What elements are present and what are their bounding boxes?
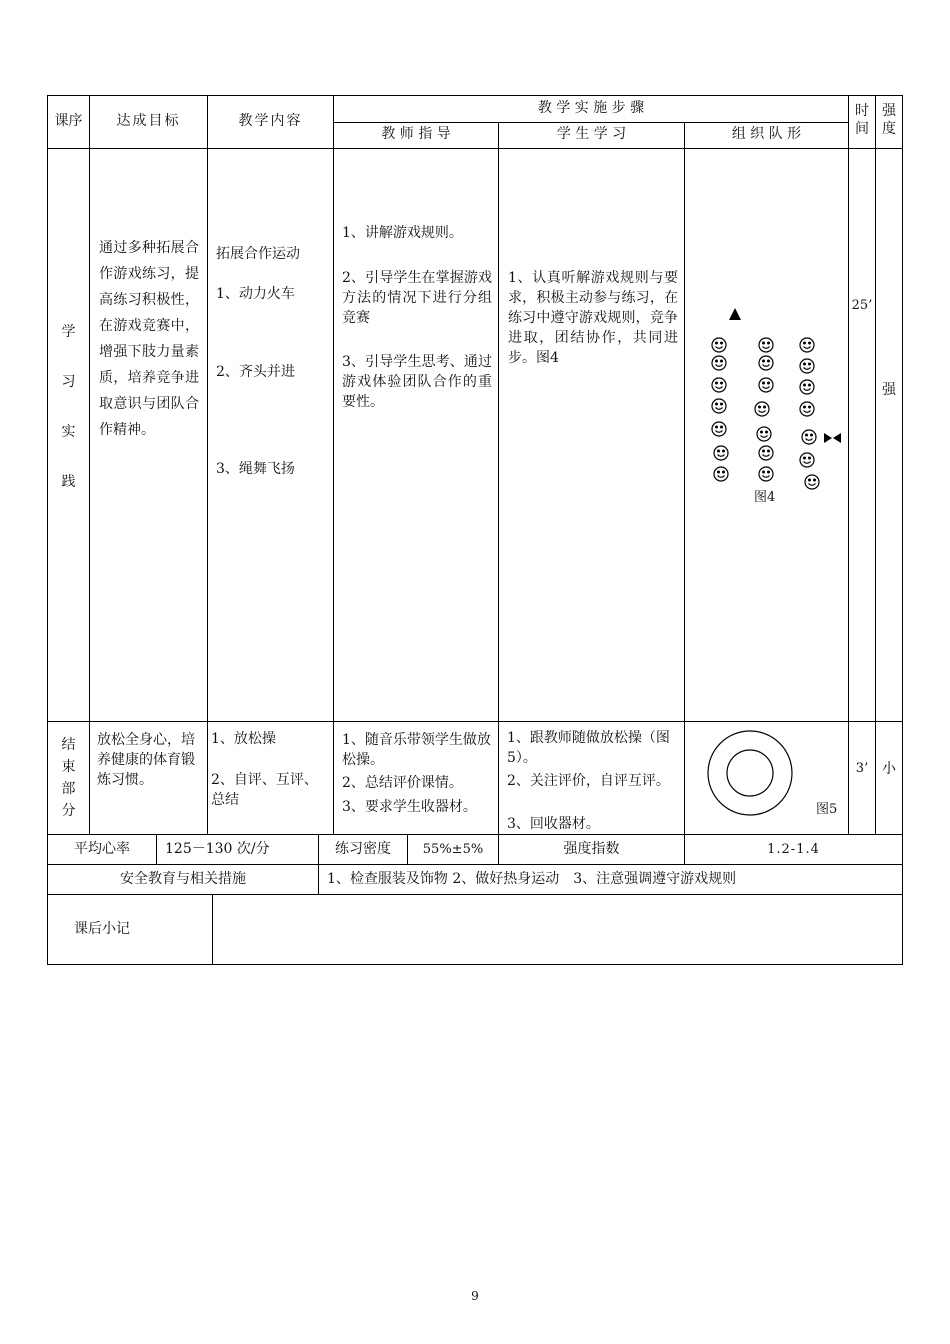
practice-section-label: 学 习 实 践 [61,324,76,490]
practice-intensity: 强 [882,382,896,398]
student-marker-icon [800,359,814,373]
practice-bottom-line [47,721,903,722]
student-marker-icon [714,446,728,460]
circle-formation-figure5 [700,731,800,821]
ending-content-2: 2、自评、互评、总结 [211,772,318,808]
student-marker-icon [800,453,814,467]
practice-content-item-3: 3、绳舞飞扬 [216,461,295,477]
header-steps: 教 学 实 施 步 骤 [537,100,645,116]
table-border-left [47,95,48,965]
safety-label: 安全教育与相关措施 [120,871,246,887]
density-label: 练习密度 [335,841,391,857]
student-marker-icon [714,467,728,481]
formation-diagram-figure4 [700,300,840,500]
density-value: 55%±5% [422,842,484,857]
safety-line [318,864,319,894]
header-student: 学 生 学 习 [556,126,627,142]
page-number: 9 [471,1289,479,1303]
figure4-caption: 图4 [754,490,776,505]
student-marker-icon [759,467,773,481]
student-marker-icon [712,422,726,436]
practice-time: 25’ [851,298,873,313]
safety-text: 1、检查服装及饰物 2、做好热身运动 3、注意强调遵守游戏规则 [327,871,737,887]
figure5-caption: 图5 [816,802,838,817]
student-marker-icon [759,356,773,370]
header-intensity: 强 度 [882,103,896,138]
ending-goal: 放松全身心，培养健康的体育锻炼习惯。 [97,732,195,788]
header-split-line [333,122,849,123]
header-time: 时 间 [855,103,869,138]
student-marker-icon [802,430,816,444]
intensity-index-value: 1.2-1.4 [767,842,820,857]
student-marker-icon [712,356,726,370]
practice-content-title: 拓展合作运动 [216,246,300,262]
ending-section-label: 结 束 部 分 [61,737,76,819]
student-marker-icon [759,446,773,460]
student-marker-icon [800,380,814,394]
heart-rate-value: 125－130 次/分 [165,841,270,857]
header-content: 教学内容 [238,113,303,129]
student-marker-icon [712,399,726,413]
heart-rate-label: 平均心率 [74,841,130,857]
ending-student-3: 3、回收器材。 [507,816,600,832]
stats-bottom-line [47,864,903,865]
header-teacher: 教 师 指 导 [381,126,451,142]
ending-teacher-3: 3、要求学生收器材。 [342,799,477,815]
header-formation: 组 织 队 形 [731,126,802,142]
table-border-top [47,95,903,96]
col-line-7 [875,95,876,835]
student-marker-icon [712,378,726,392]
student-marker-icon [757,427,771,441]
practice-teacher-1: 1、讲解游戏规则。 [342,225,463,241]
col-line-1 [89,95,90,835]
student-marker-icon [759,378,773,392]
ending-time: 3’ [855,761,869,776]
col-line-4 [498,122,499,835]
col-line-2 [207,95,208,835]
practice-content-item-2: 2、齐头并进 [216,364,295,380]
ending-bottom-line [47,834,903,835]
header-bottom-line [47,148,903,149]
notes-area[interactable] [213,895,902,964]
col-line-3 [333,95,334,835]
header-course-seq: 课序 [54,113,83,129]
ending-student-2: 2、关注评价，自评互评。 [507,773,670,789]
student-marker-icon [755,402,769,416]
header-goal: 达成目标 [116,113,181,129]
stats-line-1 [156,834,157,864]
ending-teacher-2: 2、总结评价课情。 [342,775,463,791]
notes-label: 课后小记 [74,921,130,937]
student-marker-icon [800,402,814,416]
ending-intensity: 小 [882,761,896,777]
student-marker-icon [805,475,819,489]
table-border-bottom [47,964,903,965]
table-border-right [902,95,903,965]
ending-teacher-1: 1、随音乐带领学生做放松操。 [342,732,491,768]
ending-student-1: 1、跟教师随做放松操（图5）。 [507,730,670,766]
intensity-index-label: 强度指数 [563,841,620,857]
col-line-6 [848,95,849,835]
practice-teacher-2: 2、引导学生在掌握游戏方法的情况下进行分组竞赛 [342,270,492,326]
practice-goal: 通过多种拓展合作游戏练习，提高练习积极性，在游戏竞赛中，增强下肢力量素质，培养竞争进取意识与团队合作精神。 [99,240,199,438]
col-line-5 [684,122,685,835]
student-marker-icon [759,338,773,352]
ending-content-1: 1、放松操 [211,731,276,747]
practice-content-item-1: 1、动力火车 [216,286,295,302]
student-marker-icon [712,338,726,352]
practice-student: 1、认真听解游戏规则与要求，积极主动参与练习，在练习中遵守游戏规则，竞争进取，团结协作，共同进步。图4 [508,270,678,366]
student-marker-icon [800,338,814,352]
practice-teacher-3: 3、引导学生思考、通过游戏体验团队合作的重要性。 [342,354,492,410]
